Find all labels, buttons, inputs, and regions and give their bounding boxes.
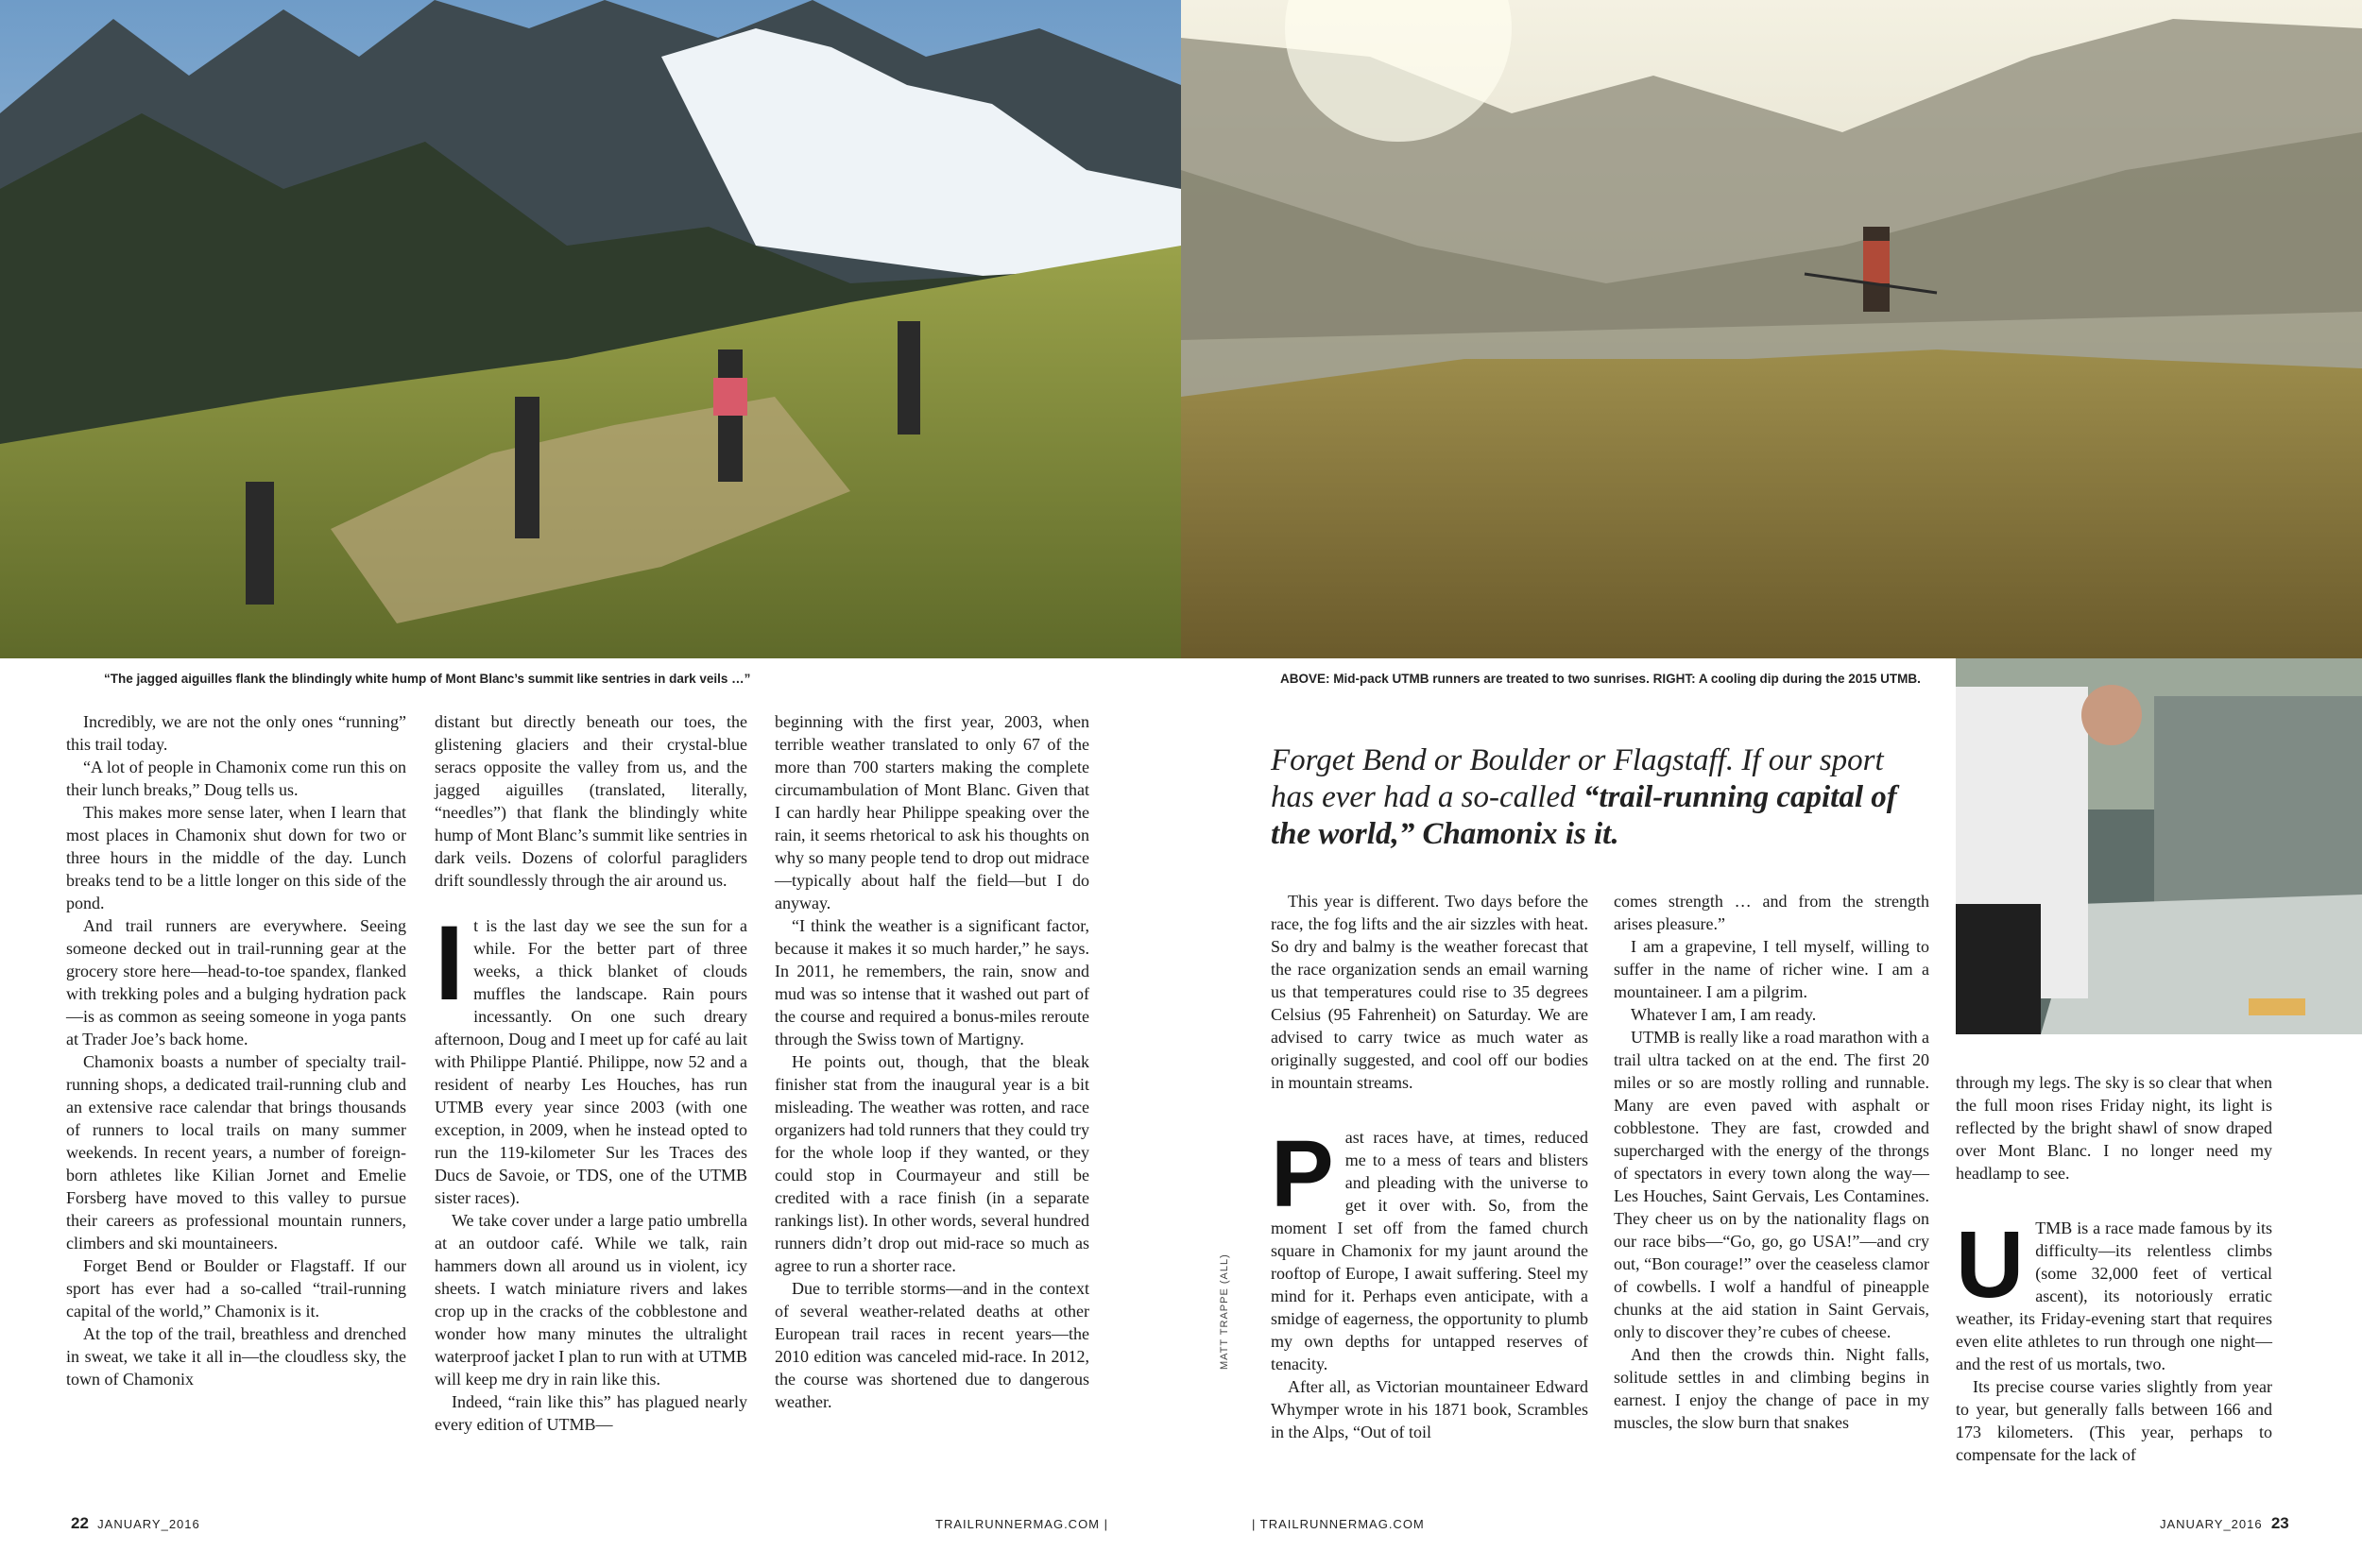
issue-date: JANUARY_2016 xyxy=(97,1517,200,1531)
left-page-footer xyxy=(71,1514,200,1533)
body-column-1 xyxy=(66,710,406,1390)
paragraph: And then the crowds thin. Night falls, solitude settles in and climbing begins in earnest. I enjoy the change of pace in my muscles, the slow burn that snakes xyxy=(1614,1345,1929,1432)
paragraph: “A lot of people in Chamonix come run this on their lunch breaks,” Doug tells us. xyxy=(66,758,406,799)
paragraph: through my legs. The sky is so clear that when the full moon rises Friday night, its light is reflected by the bright shawl of snow draped over Mont Blanc. I no longer need my headlamp to see. xyxy=(1956,1073,2272,1183)
paragraph: Chamonix boasts a number of specialty trail-running shops, a dedicated trail-running club and an extensive race calendar that brings thousands of runners to local trails on many summer weekends. In recent years, a number of foreign-born athletes like Kilian Jornet and Emelie Forsberg have moved to this valley to pursue their careers as professional mountain runners, climbers and ski mountaineers. xyxy=(66,1052,406,1253)
paragraph: Due to terrible storms—and in the context of several weather-related deaths at other European trail races in recent years—the 2010 edition was canceled mid-race. In 2012, the course was shortened due to dangerous weather. xyxy=(775,1279,1089,1411)
paragraph: And trail runners are everywhere. Seeing someone decked out in trail-running gear at the grocery store here—head-to-toe spandex, flanked with trekking poles and a bulging hydration pack—is as common as seeing someone in yoga pants at Trader Joe’s back home. xyxy=(66,916,406,1048)
photo-credit: MATT TRAPPE (ALL) xyxy=(1219,1253,1230,1370)
paragraph: Its precise course varies slightly from year to year, but generally falls between 166 and 173 kilometers. (This year, perhaps to compensate for the lack of xyxy=(1956,1377,2272,1464)
paragraph: We take cover under a large patio umbrella at an outdoor café. While we talk, rain hammers down all around us in violent, icy sheets. I watch miniature rivers and lakes crop up in the cracks of the cobblestone and wonder how many minutes the ultralight waterproof jacket I plan to run with at UTMB will keep me dry in rain like this. xyxy=(435,1211,747,1389)
issue-date: JANUARY_2016 xyxy=(2160,1517,2263,1531)
paragraph: At the top of the trail, breathless and drenched in sweat, we take it all in—the cloudless sky, the town of Chamonix xyxy=(66,1324,406,1389)
body-column-4 xyxy=(1271,890,1588,1443)
drop-cap-paragraph: UTMB is a race made famous by its difficulty—its relentless climbs (some 32,000 feet of vertical ascent), its notoriously erratic weather, its Friday-evening start that requires even elite athletes to run through one night—and the rest of us mortals, two. xyxy=(1956,1212,2272,1373)
drop-cap-letter: I xyxy=(435,904,465,1022)
pull-quote: Forget Bend or Boulder or Flagstaff. If our sport has ever had a so-called “trail-running capital of the world,” Chamonix is it. xyxy=(1271,743,1897,851)
paragraph: Indeed, “rain like this” has plagued nearly every edition of UTMB— xyxy=(435,1392,747,1434)
body-column-6 xyxy=(1956,1071,2272,1466)
drop-cap-paragraph: Past races have, at times, reduced me to a mess of tears and blisters and pleading with the universe to get it over with. So, from the moment I set off from the famed church square in Chamonix for my jaunt around the rooftop of Europe, I await suffering. Steel my mind for it. Perhaps even anticipate, with a smidge of eagerness, the opportunity to plumb my own depths for untapped reserves of tenacity. xyxy=(1271,1121,1588,1373)
body-column-2 xyxy=(435,710,747,1436)
cooling-dip-photo xyxy=(1956,658,2362,1034)
pull-quote-emphasis: “trail-running capital of the world,” Chamonix is it. xyxy=(1271,780,1897,851)
page-number: 22 xyxy=(71,1514,89,1532)
paragraph: This year is different. Two days before the race, the fog lifts and the air sizzles with heat. So dry and balmy is the weather forecast that the race organization sends an email warning us that temperatures could rise to 35 degrees Celsius (95 Fahrenheit) on Saturday. We are advised to carry twice as much water as originally suggested, and cool off our bodies in mountain streams. xyxy=(1271,892,1588,1092)
paragraph: “I think the weather is a significant factor, because it makes it so much harder,” he says. In 2011, he remembers, the rain, snow and mud was so intense that it washed out part of the course and required a bonus-miles reroute through the Swiss town of Martigny. xyxy=(775,916,1089,1048)
runner-sunrise-photo xyxy=(1181,0,2362,658)
body-column-3 xyxy=(775,710,1089,1413)
body-column-5 xyxy=(1614,890,1929,1434)
page-number: 23 xyxy=(2270,1514,2289,1532)
paragraph: beginning with the first year, 2003, when terrible weather translated to only 67 of the more than 700 starters making the complete circumambulation of Mont Blanc. Given that I can hardly hear Philippe speaking over the rain, it seems rhetorical to ask his thoughts on why so many people tend to drop out midrace—typically about half the field—but I do anyway. xyxy=(775,712,1089,912)
paragraph: After all, as Victorian mountaineer Edward Whymper wrote in his 1871 book, Scrambles in the Alps, “Out of toil xyxy=(1271,1377,1588,1441)
drop-cap-letter: P xyxy=(1271,1121,1334,1227)
paragraph: comes strength … and from the strength arises pleasure.” xyxy=(1614,892,1929,933)
paragraph: This makes more sense later, when I learn that most places in Chamonix shut down for two or three hours in the middle of the day. Lunch breaks tend to be a little longer on this side of the pond. xyxy=(66,803,406,912)
right-photo-caption: ABOVE: Mid-pack UTMB runners are treated to two sunrises. RIGHT: A cooling dip during the 2015 UTMB. xyxy=(1280,672,1921,686)
paragraph: UTMB is really like a road marathon with a trail ultra tacked on at the end. The first 20 miles or so are mostly rolling and runnable. Many are even paved with asphalt or cobblestone. They are fast, crowded and supercharged with the energy of the throngs of spectators in every town along the way—Les Houches, Saint Gervais, Les Contamines. They cheer us on by the nationality flags on our race bibs—“Go, go, go USA!”—and cry out, “Bon courage!” over the ceaseless clamor of cowbells. I wolf a handful of pineapple chunks at the aid station in Saint Gervais, only to discover they’re cubes of cheese. xyxy=(1614,1028,1929,1341)
paragraph: He points out, though, that the bleak finisher stat from the inaugural year is a bit misleading. The weather was rotten, and race organizers had told runners that they could try for the whole loop if they wanted, or they could stop in Courmayeur and still be credited with a race finish (in a separate rankings list). In other words, several hundred runners didn’t drop out mid-race so much as agree to run a shorter race. xyxy=(775,1052,1089,1275)
paragraph: Forget Bend or Boulder or Flagstaff. If our sport has ever had a so-called “trail-running capital of the world,” Chamonix is it. xyxy=(66,1256,406,1321)
drop-cap-letter: U xyxy=(1956,1212,2025,1318)
left-photo-caption: “The jagged aiguilles flank the blindingly white hump of Mont Blanc’s summit like sentries in dark veils …” xyxy=(104,672,751,686)
right-site-link[interactable]: | TRAILRUNNERMAG.COM xyxy=(1252,1517,1425,1531)
drop-cap-paragraph: It is the last day we see the sun for a while. For the better part of three weeks, a thick blanket of clouds muffles the landscape. Rain pours incessantly. On one such dreary afternoon, Doug and I meet up for café au lait with Philippe Plantié. Philippe, now 52 and a resident of nearby Les Houches, has run UTMB every year since 2003 (with one exception, in 2009, when he instead opted to run the 119-kilometer Sur les Traces des Ducs de Savoie, or TDS, one of the UTMB sister races). xyxy=(435,904,747,1207)
right-page-footer xyxy=(2160,1514,2289,1533)
hikers-mont-blanc-photo xyxy=(0,0,1181,658)
paragraph: Whatever I am, I am ready. xyxy=(1631,1005,1817,1024)
paragraph: distant but directly beneath our toes, the glistening glaciers and their crystal-blue seracs opposite the valley from us, and the jagged aiguilles (translated, literally, “needles”) that flank the blindingly white hump of Mont Blanc’s summit like sentries in dark veils. Dozens of colorful paragliders drift soundlessly through the air around us. xyxy=(435,712,747,890)
paragraph: I am a grapevine, I tell myself, willing to suffer in the name of richer wine. I am a mountaineer. I am a pilgrim. xyxy=(1614,937,1929,1001)
left-site-link[interactable]: TRAILRUNNERMAG.COM | xyxy=(935,1517,1108,1531)
paragraph: Incredibly, we are not the only ones “running” this trail today. xyxy=(66,712,406,754)
